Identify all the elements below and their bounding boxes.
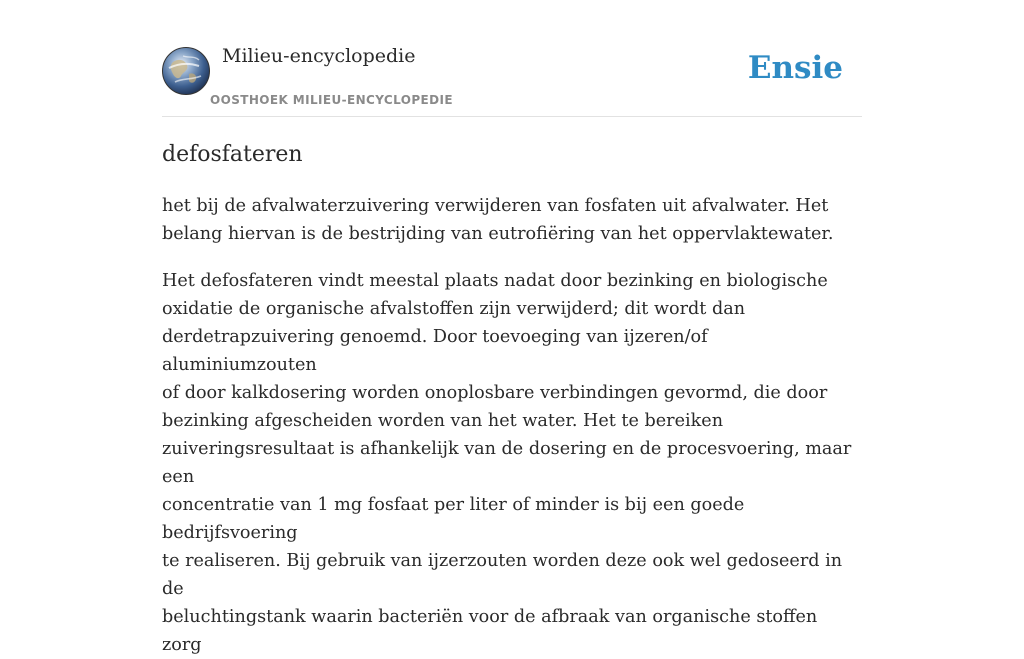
- article-title: defosfateren: [162, 142, 303, 167]
- article-paragraph-1: het bij de afvalwaterzuivering verwijderen van fosfaten uit afvalwater. Het belang hiervan is de bestrijding van eutrofiëring van het oppervlaktewater.: [162, 196, 834, 244]
- ensie-brand-link[interactable]: Ensie: [747, 50, 843, 86]
- earth-globe-icon[interactable]: [162, 47, 210, 95]
- site-title[interactable]: Milieu-encyclopedie: [222, 45, 416, 67]
- article: [162, 130, 862, 659]
- site-header: [162, 0, 862, 117]
- site-subtitle: OOSTHOEK MILIEU-ENCYCLOPEDIE: [210, 93, 453, 107]
- earth-globe-graphic: [163, 48, 209, 94]
- article-paragraph-2: Het defosfateren vindt meestal plaats nadat door bezinking en biologische oxidatie de organische afvalstoffen zijn verwijderd; dit wordt dan derdetrapzuivering genoemd. Door toevoeging van ijzeren/of aluminiumzouten of door kalkdosering worden onoplosbare verbindingen gevormd, die door bezinking afgescheiden worden van het water. Het te bereiken zuiveringsresultaat is afhankelijk van de dosering en de procesvoering, maar een concentratie van 1 mg fosfaat per liter of minder is bij een goede bedrijfsvoering te realiseren. Bij gebruik van ijzerzouten worden deze ook wel gedoseerd in de beluchtingstank waarin bacteriën voor de afbraak van organische stoffen zorg: [162, 271, 852, 655]
